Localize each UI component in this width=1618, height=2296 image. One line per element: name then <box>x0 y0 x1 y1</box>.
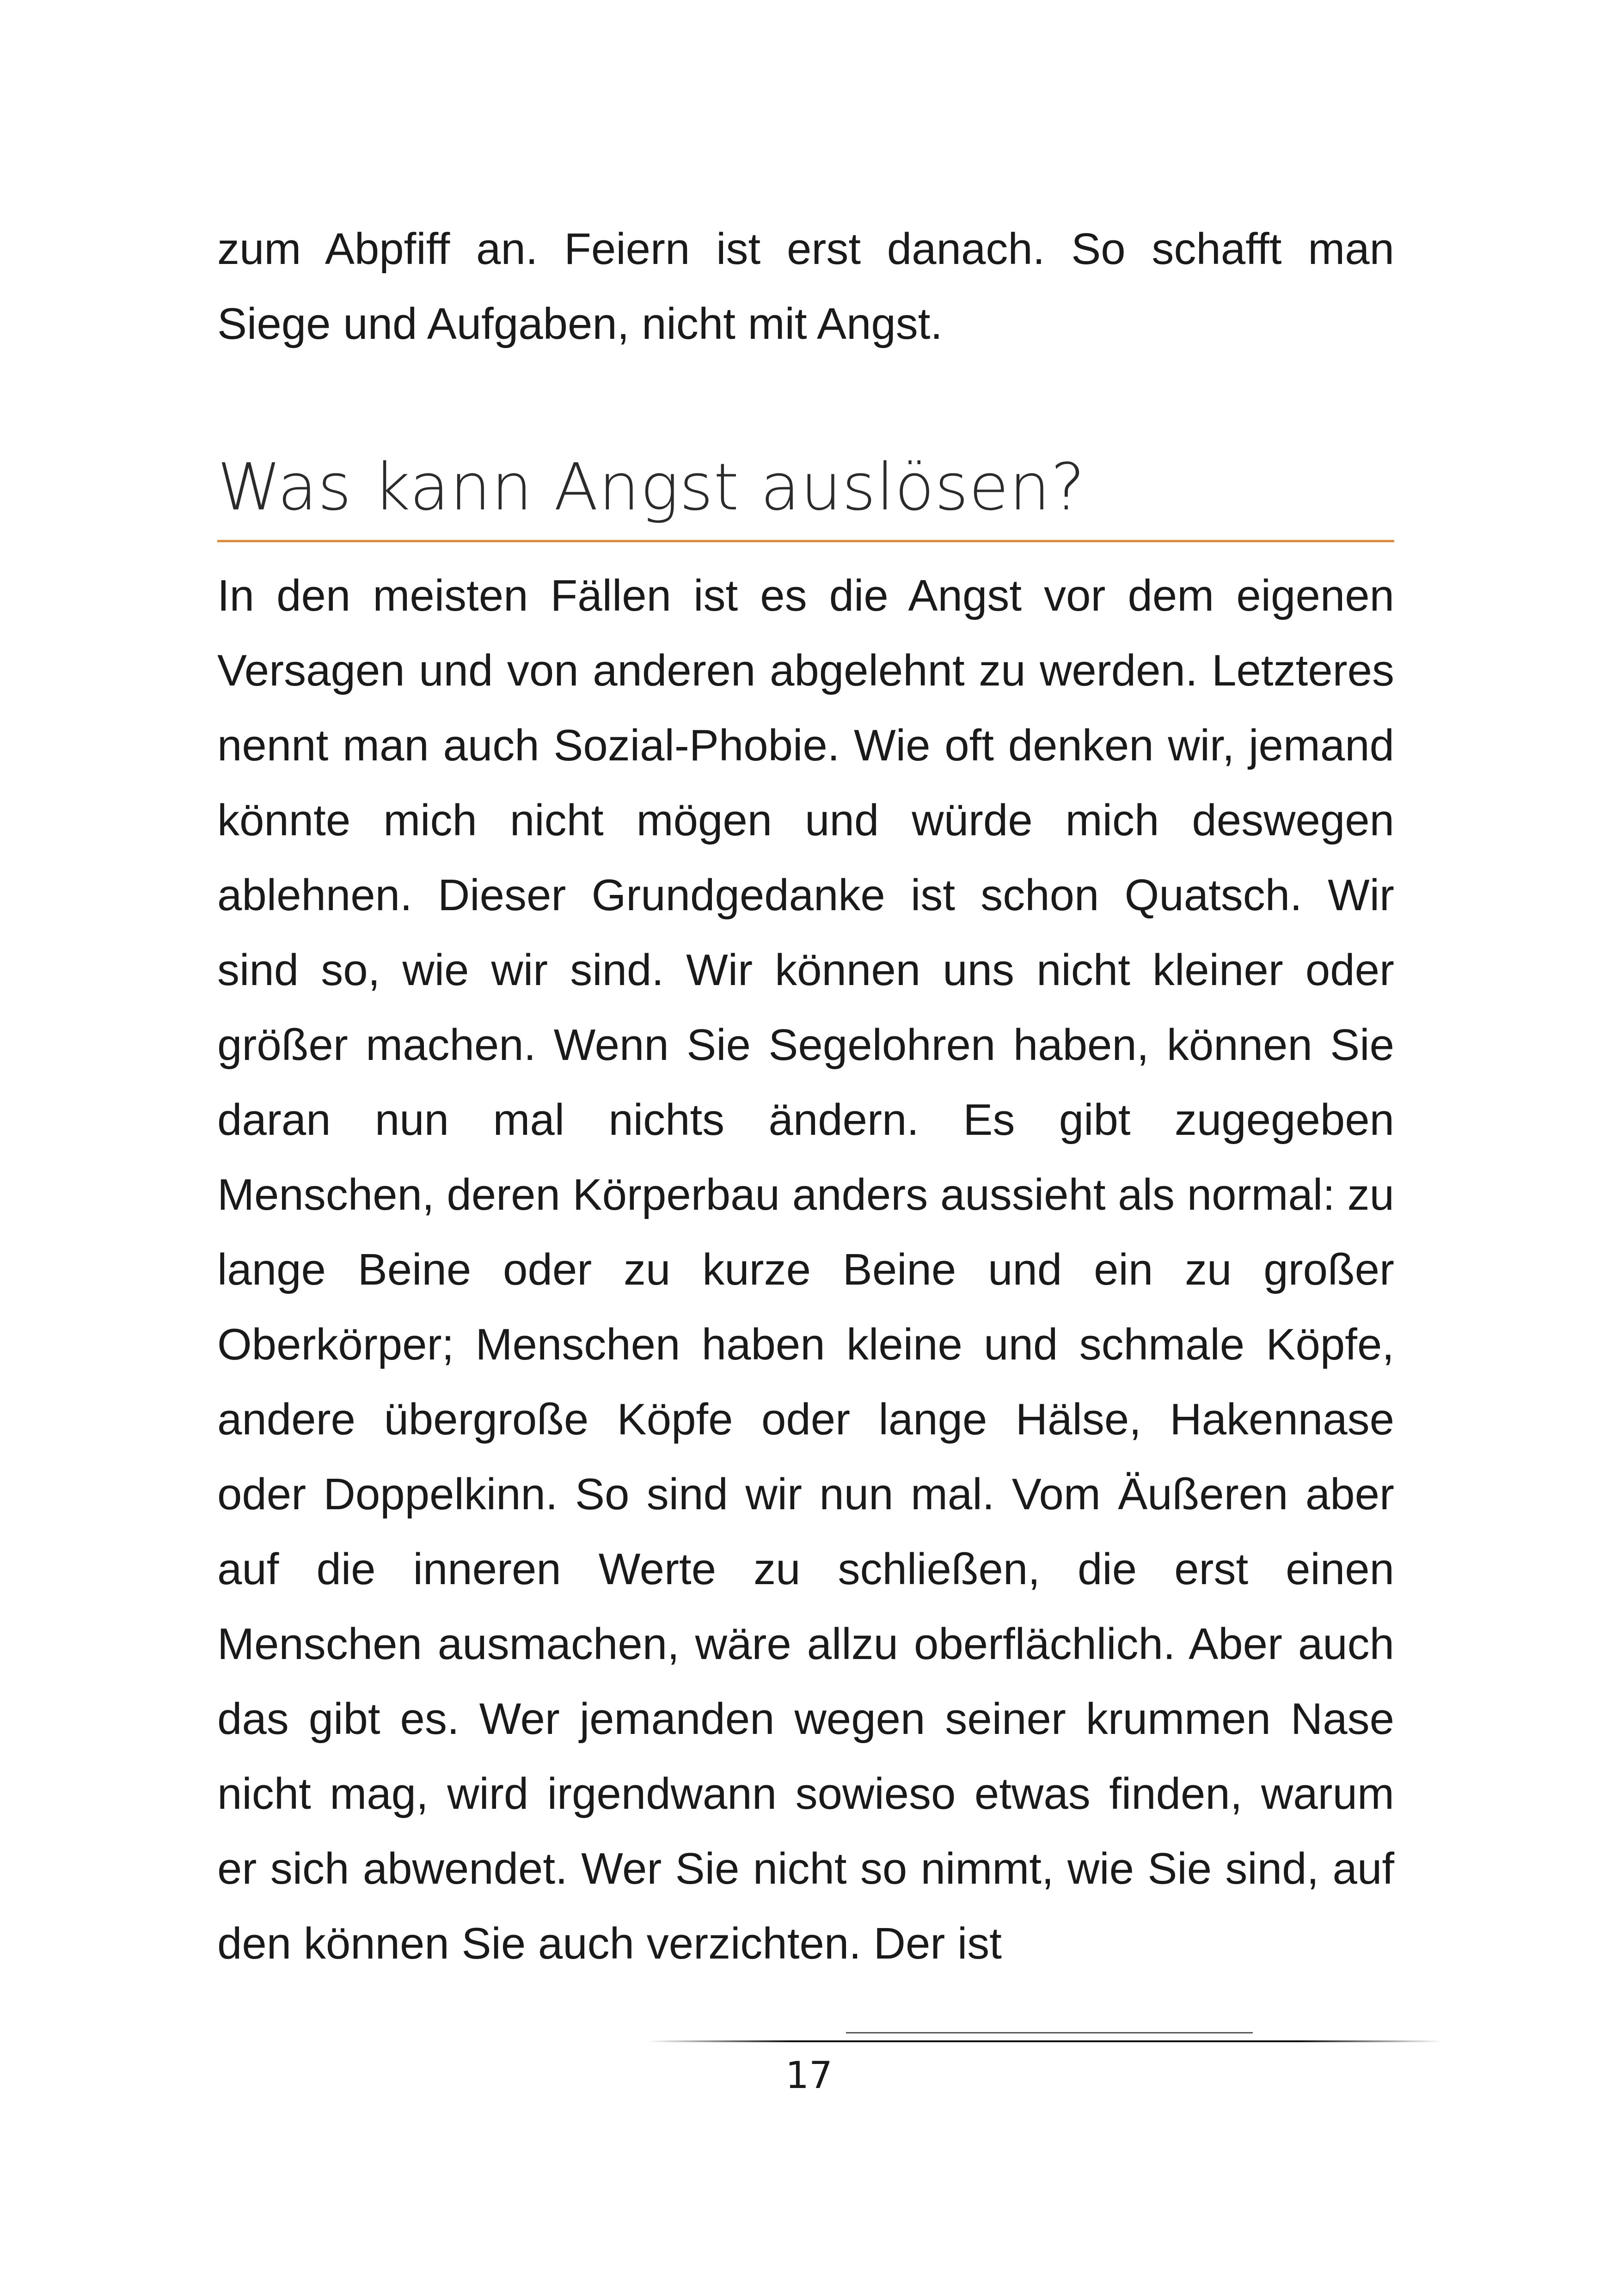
body-paragraph-text: In den meisten Fällen ist es die Angst vor dem eigenen Versagen und von anderen abgelehnt zu werden. Letzteres nennt man auch Sozial-Phobie. Wie oft denken wir, jemand könnte mich nicht mögen und würde mich deswegen ablehnen. Dieser Grundgedanke ist schon Quatsch. Wir sind so, wie wir sind. Wir können uns nicht kleiner oder größer machen. Wenn Sie Segelohren haben, können Sie daran nun mal nichts ändern. Es gibt zugegeben Menschen, deren Körperbau anders aussieht als normal: zu lange Beine oder zu kurze Beine und ein zu großer Oberkörper; Menschen haben kleine und schmale Köpfe, andere übergroße Köpfe oder lange Hälse, Hakennase oder Doppelkinn. So sind wir nun mal. Vom Äußeren aber auf die inneren Werte zu schließen, die erst einen Menschen ausmachen, wäre allzu oberflächlich. Aber auch das gibt es. Wer jemanden wegen seiner krummen Nase nicht mag, wird irgendwann sowieso etwas finden, warum er sich abwendet. Wer Sie nicht so nimmt, wie Sie sind, auf den können Sie auch verzichten. Der ist <box>217 571 1394 1968</box>
footer-divider-top <box>846 2032 1253 2033</box>
body-paragraph <box>217 558 1394 1981</box>
intro-paragraph-text: zum Abpfiff an. Feiern ist erst danach. So schafft man Siege und Aufgaben, nicht mit Angst. <box>217 224 1394 349</box>
heading-divider <box>217 540 1394 542</box>
section-heading: Was kann Angst auslösen? <box>217 450 1086 525</box>
page-number: 17 <box>785 2054 833 2097</box>
footer-divider-bottom <box>647 2040 1442 2042</box>
intro-paragraph <box>217 212 1394 361</box>
